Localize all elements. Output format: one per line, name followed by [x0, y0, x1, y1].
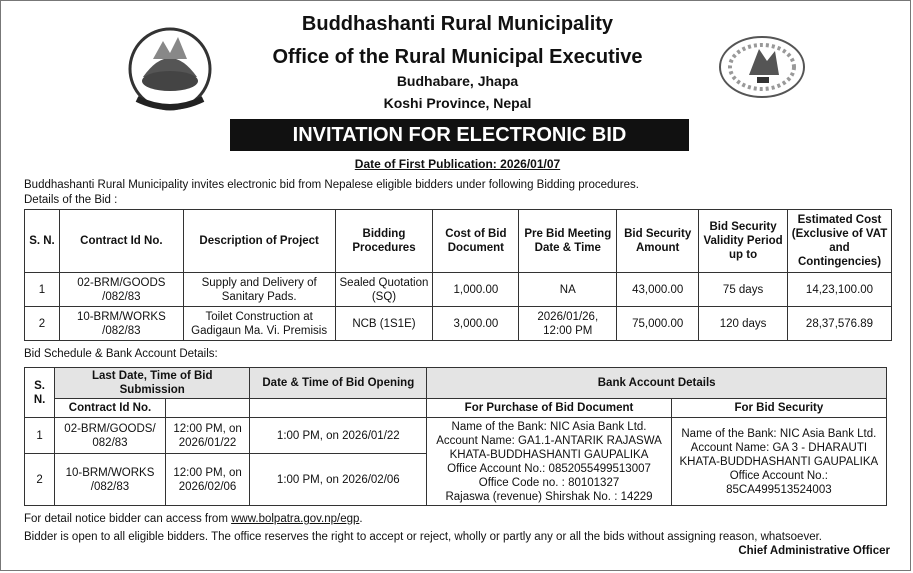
th-bank-account: Bank Account Details: [427, 368, 887, 399]
th-cost: Cost of Bid Document: [433, 210, 519, 273]
security-bank-details: [671, 418, 886, 506]
cell: 10-BRM/WORKS /082/83: [55, 454, 166, 506]
th-blank: [165, 399, 249, 418]
th-description: Description of Project: [183, 210, 335, 273]
bid-schedule-table: [24, 367, 887, 506]
bolpatra-link[interactable]: www.bolpatra.gov.np/egp: [231, 513, 360, 525]
cell: 12:00 PM, on 2026/01/22: [165, 418, 249, 454]
cell: NA: [519, 273, 617, 307]
office-name: Office of the Rural Municipal Executive: [272, 46, 643, 68]
province: Koshi Province, Nepal: [383, 95, 532, 111]
detail-notice: [24, 513, 363, 525]
cell: 10-BRM/WORKS /082/83: [59, 307, 183, 341]
cell: 120 days: [699, 307, 788, 341]
cell: NCB (1S1E): [335, 307, 433, 341]
bank-line: KHATA-BUDDHASHANTI GAUPALIKA: [679, 455, 879, 468]
cell: 2: [25, 454, 55, 506]
cell: 1:00 PM, on 2026/02/06: [250, 454, 427, 506]
signature: Chief Administrative Officer: [738, 545, 890, 557]
table-row: [25, 273, 892, 307]
disclaimer: Bidder is open to all eligible bidders. The office reserves the right to accept or reject, wholly or partly any or all the bids without assigning reason, whatsoever.: [24, 531, 822, 543]
th-security: For Bid Security: [671, 399, 886, 418]
cell: 1,000.00: [433, 273, 519, 307]
cell: 02-BRM/GOODS /082/83: [59, 273, 183, 307]
bank-line: 85CA499513524003: [726, 483, 832, 496]
table-subheader-row: [25, 399, 887, 418]
th-prebid: Pre Bid Meeting Date & Time: [519, 210, 617, 273]
cell: Supply and Delivery of Sanitary Pads.: [183, 273, 335, 307]
th-security: Bid Security Amount: [617, 210, 699, 273]
notice-text: For detail notice bidder can access from: [24, 513, 232, 525]
cell: Sealed Quotation (SQ): [335, 273, 433, 307]
cell: 75 days: [699, 273, 788, 307]
bank-line: Office Account No.: 0852055499513007: [447, 462, 651, 475]
schedule-label: Bid Schedule & Bank Account Details:: [24, 348, 218, 360]
cell: 28,37,576.89: [788, 307, 892, 341]
notice-suffix: .: [359, 513, 363, 525]
table-header-row: [25, 368, 887, 399]
table-header-row: [25, 210, 892, 273]
bank-line: Name of the Bank: NIC Asia Bank Ltd.: [451, 420, 647, 433]
cell: 1:00 PM, on 2026/01/22: [250, 418, 427, 454]
th-contract: Contract Id No.: [55, 399, 166, 418]
th-estimate: Estimated Cost (Exclusive of VAT and Contingencies): [788, 210, 892, 273]
bank-line: Office Code no. : 80101327: [478, 476, 620, 489]
cell: Toilet Construction at Gadigaun Ma. Vi. Premisis: [183, 307, 335, 341]
cell: 02-BRM/GOODS/ 082/83: [55, 418, 166, 454]
cell: 1: [25, 273, 60, 307]
th-blank: [250, 399, 427, 418]
cell: 12:00 PM, on 2026/02/06: [165, 454, 249, 506]
th-sn: S. N.: [25, 210, 60, 273]
cell: 3,000.00: [433, 307, 519, 341]
cell: 2026/01/26, 12:00 PM: [519, 307, 617, 341]
publication-date: Date of First Publication: 2026/01/07: [354, 157, 561, 171]
bank-line: Name of the Bank: NIC Asia Bank Ltd.: [681, 427, 877, 440]
bank-line: Account Name: GA1.1-ANTARIK RAJASWA: [436, 434, 662, 447]
bank-line: Office Account No.:: [729, 469, 828, 482]
cell: 14,23,100.00: [788, 273, 892, 307]
cell: 75,000.00: [617, 307, 699, 341]
notice-title: INVITATION FOR ELECTRONIC BID: [230, 119, 689, 151]
municipality-name: Buddhashanti Rural Municipality: [301, 13, 614, 35]
details-label: Details of the Bid :: [24, 194, 118, 206]
bank-line: KHATA-BUDDHASHANTI GAUPALIKA: [449, 448, 649, 461]
th-last-date: Last Date, Time of Bid Submission: [55, 368, 250, 399]
th-contract: Contract Id No.: [59, 210, 183, 273]
th-sn: S. N.: [25, 368, 55, 418]
bank-line: Account Name: GA 3 - DHARAUTI: [690, 441, 868, 454]
table-row: [25, 418, 887, 454]
cell: 2: [25, 307, 60, 341]
th-procedure: Bidding Procedures: [335, 210, 433, 273]
bank-line: Rajaswa (revenue) Shirshak No. : 14229: [445, 490, 653, 503]
office-address: Budhabare, Jhapa: [396, 73, 519, 89]
th-purchase: For Purchase of Bid Document: [427, 399, 671, 418]
cell: 1: [25, 418, 55, 454]
th-opening: Date & Time of Bid Opening: [250, 368, 427, 399]
purchase-bank-details: [427, 418, 671, 506]
th-validity: Bid Security Validity Period up to: [699, 210, 788, 273]
table-row: [25, 307, 892, 341]
cell: 43,000.00: [617, 273, 699, 307]
bid-details-table: [24, 209, 892, 341]
intro-text: Buddhashanti Rural Municipality invites electronic bid from Nepalese eligible bidders under following Bidding procedures.: [24, 179, 639, 191]
